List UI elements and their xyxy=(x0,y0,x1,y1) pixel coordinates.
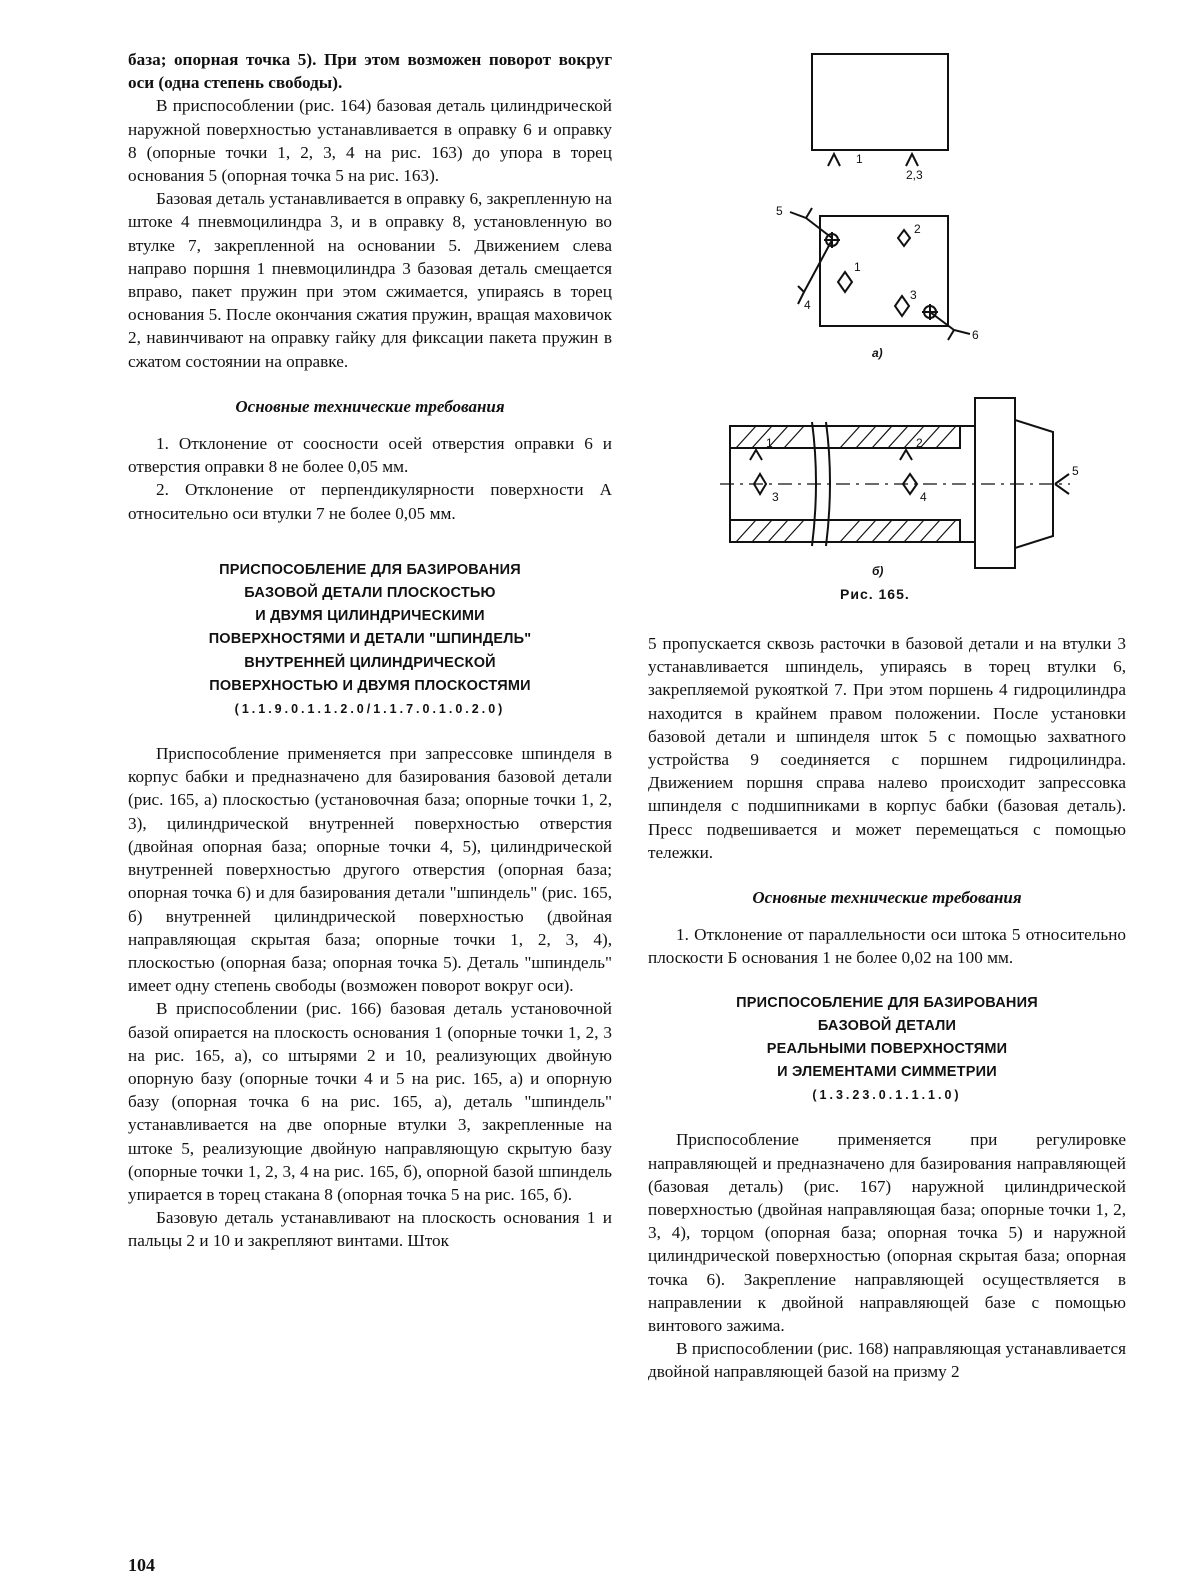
top-view-rect xyxy=(812,54,948,150)
right-requirement-1: 1. Отклонение от параллельности оси штока 5 относительно плоскости Б основания 1 не более 0,02 на 100 мм. xyxy=(648,925,1126,968)
left-requirement-2: 2. Отклонение от перпендикулярности поверхности А относительно оси втулки 7 не более 0,05 мм. xyxy=(128,480,612,523)
label-shaft-3: 3 xyxy=(772,490,779,504)
label-plan-6: 6 xyxy=(972,328,979,342)
heading-line: ПРИСПОСОБЛЕНИЕ ДЛЯ БАЗИРОВАНИЯ xyxy=(219,561,521,578)
right-paragraph-3: В приспособлении (рис. 168) направляющая устанавливается двойной направляющей базой на призму 2 xyxy=(648,1339,1126,1382)
label-top-1: 1 xyxy=(856,152,863,166)
heading-line: ВНУТРЕННЕЙ ЦИЛИНДРИЧЕСКОЙ xyxy=(244,654,496,671)
label-shaft-4: 4 xyxy=(920,490,927,504)
diamond-2 xyxy=(898,230,910,246)
left-paragraph-5: В приспособлении (рис. 166) базовая деталь установочной базой опирается на плоскость основания 1 (опорные точки 1, 2, 3 на рис. 165, а), со штырями 2 и 10, реализующих двойную опорную базу (опорные точки 4 и 5 на рис. 165, а) и опорную базу (опорная точка 6 на рис. 165, а), деталь "шпиндель" устанавливается на две опорные втулки 3, закрепленные на штоке 5, реализующие двойную направляющую скрытую базу (опорные точки 1, 2, 3, 4 на рис. 165, б), опорной базой шпиндель упирается в торец стакана 8 (опорная точка 5 на рис. 165, б). xyxy=(128,999,612,1204)
shaft-lower-wall xyxy=(730,520,960,542)
leader-6 xyxy=(930,312,970,334)
left-requirements-heading: Основные технические требования xyxy=(235,396,505,416)
label-shaft-2: 2 xyxy=(916,436,923,450)
shaft-support-1 xyxy=(750,450,762,460)
page-number: 104 xyxy=(128,1555,155,1575)
label-plan-5: 5 xyxy=(776,204,783,218)
label-shaft-1: 1 xyxy=(766,436,773,450)
label-plan-3: 3 xyxy=(910,288,917,302)
label-shaft-5: 5 xyxy=(1072,464,1079,478)
heading-line: БАЗОВОЙ ДЕТАЛИ xyxy=(817,1017,957,1034)
label-plan-1: 1 xyxy=(854,260,861,274)
label-plan-2: 2 xyxy=(914,222,921,236)
heading-line: ПОВЕРХНОСТЬЮ И ДВУМЯ ПЛОСКОСТЯМИ xyxy=(209,677,531,694)
shaft-upper-wall xyxy=(730,426,960,448)
heading-line: И ЭЛЕМЕНТАМИ СИММЕТРИИ xyxy=(777,1064,997,1081)
shaft-flange xyxy=(975,398,1015,568)
plan-view-rect xyxy=(820,216,948,326)
figure-165 xyxy=(720,44,1120,614)
right-paragraph-2: Приспособление применяется при регулировке направляющей и предназначено для базирования направляющей (базовая деталь) (рис. 167) наружной цилиндрической поверхностью (двойная направляющая база; опорные точки 1, 2, 3, 4), торцом (опорная база; опорная точка 5) и наружной цилиндрической поверхностью (опорная скрытая база; опорная точка 6). Закрепление направляющей осуществляется в направлении к двойной направляющей базе с помощью винтового зажима. xyxy=(648,1130,1126,1336)
left-section-heading xyxy=(128,559,612,698)
shaft-support-2 xyxy=(900,450,912,460)
subfigure-a-label: а) xyxy=(872,346,883,360)
left-column xyxy=(128,48,612,1253)
left-requirement-1: 1. Отклонение от соосности осей отверстия оправки 6 и отверстия оправки 8 не более 0,05 мм. xyxy=(128,434,612,477)
right-section-heading xyxy=(648,992,1126,1085)
subfigure-b-label: б) xyxy=(872,564,884,578)
heading-line: БАЗОВОЙ ДЕТАЛИ ПЛОСКОСТЬЮ xyxy=(244,585,496,602)
heading-line: ПРИСПОСОБЛЕНИЕ ДЛЯ БАЗИРОВАНИЯ xyxy=(736,994,1038,1011)
support-mark-23 xyxy=(906,154,918,166)
diamond-1 xyxy=(838,272,852,292)
label-top-23: 2,3 xyxy=(906,168,923,182)
right-paragraph-1: 5 пропускается сквозь расточки в базовой детали и на втулки 3 устанавливается шпиндель, упираясь в торец втулки 6, закрепляемой рукояткой 7. При этом поршень 4 гидроцилиндра находится в крайнем правом положении. После установки базовой детали и шпинделя шток 5 с помощью захватного устройства 9 соединяется с поршнем гидроцилиндра. Движением поршня справа налево происходит запрессовка шпинделя с подшипниками в корпус бабки (базовая деталь). Пресс подвешивается и может перемещаться с помощью тележки. xyxy=(648,634,1126,862)
leader-4 xyxy=(798,240,832,304)
label-plan-4: 4 xyxy=(804,298,811,312)
figure-caption: Рис. 165. xyxy=(840,586,910,602)
heading-line: ПОВЕРХНОСТЯМИ И ДЕТАЛИ "ШПИНДЕЛЬ" xyxy=(208,631,532,648)
figure-diagram xyxy=(720,44,1120,614)
right-section-code: (1.3.23.0.1.1.1.0) xyxy=(812,1088,962,1103)
left-paragraph-3: Базовая деталь устанавливается в оправку 6, закрепленную на штоке 4 пневмоцилиндра 3, и в оправку 8, установленную во втулке 7, закрепленной на основании 5. Движением слева направо поршня 1 пневмоцилиндра 3 базовая деталь смещается вправо, пакет пружин при этом сжимается, упираясь в торец основания 5. После окончания сжатия пружин, вращая маховичок 2, навинчивают на оправку гайку для фиксации пакета пружин в сжатом состоянии на оправке. xyxy=(128,189,612,371)
diamond-3 xyxy=(895,296,909,316)
left-paragraph-1: база; опорная точка 5). При этом возможен поворот вокруг оси (одна степень свободы). xyxy=(128,50,612,93)
left-paragraph-6: Базовую деталь устанавливают на плоскость основания 1 и пальцы 2 и 10 и закрепляют винтами. Шток xyxy=(128,1208,612,1251)
heading-line: РЕАЛЬНЫМИ ПОВЕРХНОСТЯМИ xyxy=(766,1041,1008,1058)
right-requirements-heading: Основные технические требования xyxy=(752,888,1022,908)
left-paragraph-2: В приспособлении (рис. 164) базовая деталь цилиндрической наружной поверхностью устанавливается в оправку 6 и оправку 8 (опорные точки 1, 2, 3, 4 на рис. 163) до упора в торец основания 5 (опорная точка 5 на рис. 163). xyxy=(128,96,612,186)
support-mark-1 xyxy=(828,154,840,166)
left-section-code: (1.1.9.0.1.1.2.0/1.1.7.0.1.0.2.0) xyxy=(234,702,506,717)
right-column xyxy=(648,632,1126,1384)
heading-line: И ДВУМЯ ЦИЛИНДРИЧЕСКИМИ xyxy=(255,608,485,625)
left-paragraph-4: Приспособление применяется при запрессовке шпинделя в корпус бабки и предназначено для базирования базовой детали (рис. 165, а) плоскостью (установочная база; опорные точки 1, 2, 3), цилиндрической внутренней поверхностью отверстия (двойная опорная база; опорные точки 4, 5), цилиндрической внутренней поверхностью другого отверстия (опорная база; опорная точка 6) и для базирования детали "шпиндель" (рис. 165, б) внутренней цилиндрической поверхностью (двойная направляющая скрытая база; опорные точки 1, 2, 3, 4), плоскостью (опорная база; опорная точка 5). Деталь "шпиндель" имеет одну степень свободы (возможен поворот вокруг оси). xyxy=(128,744,612,996)
